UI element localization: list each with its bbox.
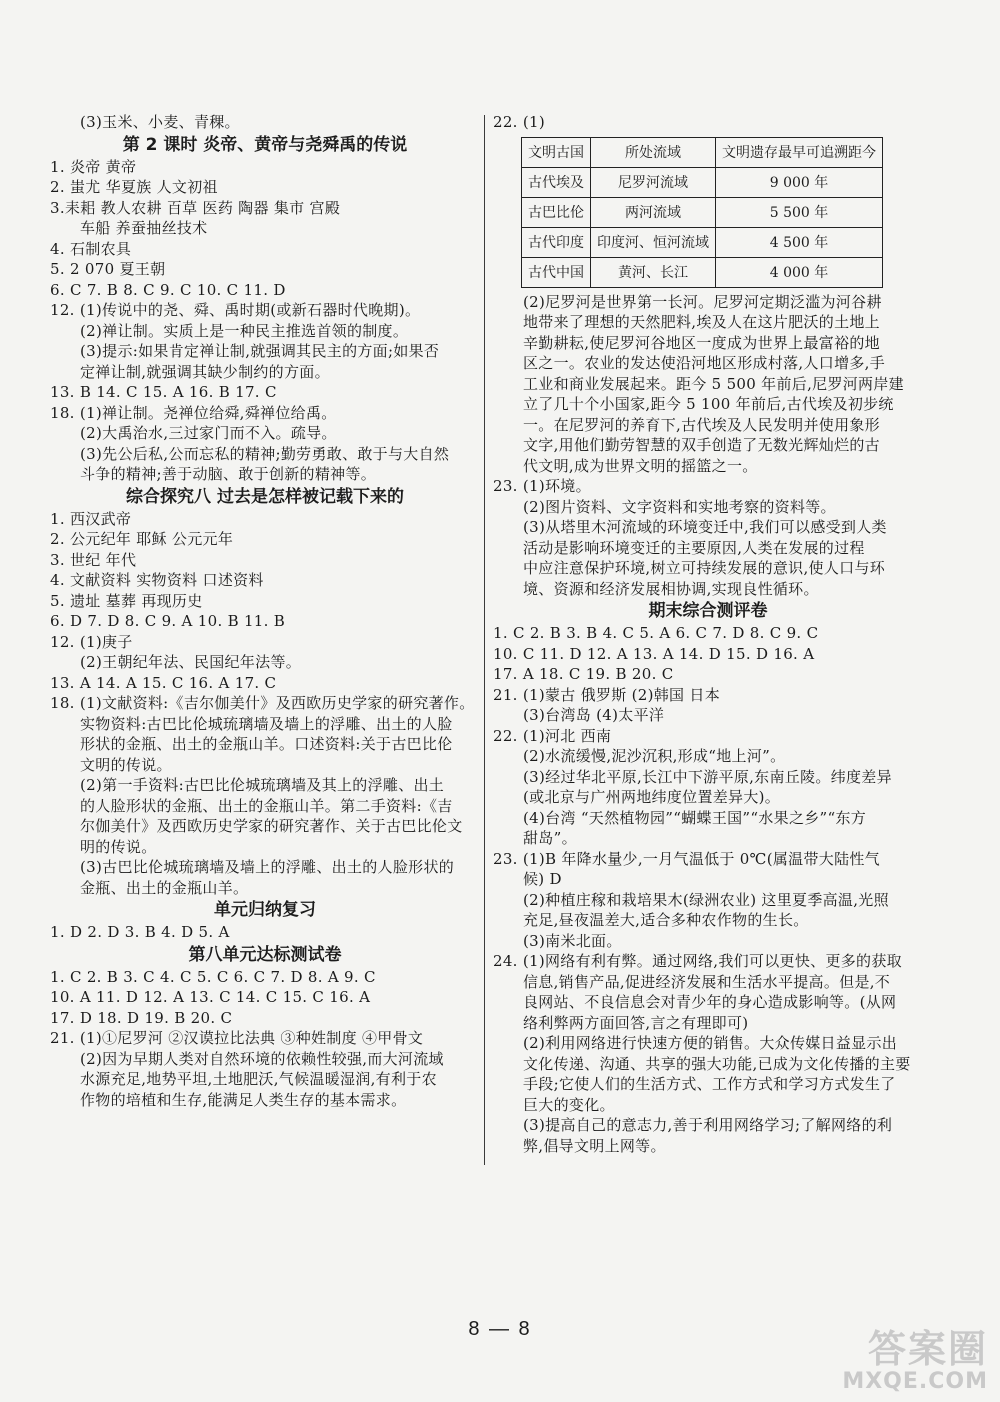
answer-line: 活动是影响环境变迁的主要原因,人类在发展的过程 xyxy=(523,538,865,557)
table-cell: 尼罗河流域 xyxy=(591,167,716,197)
answer-line: (4)台湾 “天然植物园”“蝴蝶王国”“水果之乡”“东方 xyxy=(523,808,867,827)
answer-line: 文字,用他们勤劳智慧的双手创造了无数光辉灿烂的古 xyxy=(523,436,880,454)
table-header-cell: 文明古国 xyxy=(522,137,591,167)
answer-line: 斗争的精神;善于动脑、敢于创新的精神等。 xyxy=(80,465,377,483)
answer-line: 工业和商业发展起来。距今 5 500 年前后,尼罗河两岸建 xyxy=(523,374,904,393)
answer-line: 一。在尼罗河的养育下,古代埃及人民发明并使用象形 xyxy=(523,415,880,434)
left-column xyxy=(50,112,480,1110)
answer-line: 23. (1)B 年降水量少,一月气温低于 0℃(属温带大陆性气 xyxy=(493,849,880,868)
table-cell: 4 000 年 xyxy=(716,257,883,287)
answer-line: (2)利用网络进行快速方便的销售。大众传媒日益显示出 xyxy=(523,1034,898,1052)
answer-line: 信息,销售产品,促进经济发展和生活水平提高。但是,不 xyxy=(523,972,891,991)
answer-line: 1. 炎帝 黄帝 xyxy=(50,157,137,176)
question-22-label: 22. (1) xyxy=(493,113,545,131)
table-row xyxy=(522,227,883,257)
answer-line: 水源充足,地势平坦,土地肥沃,气候温暖湿润,有利于农 xyxy=(80,1070,437,1088)
answer-line: 车船 养蚕抽丝技术 xyxy=(80,219,208,237)
column-divider xyxy=(484,115,485,1165)
answer-line: 作物的培植和生存,能满足人类生存的基本需求。 xyxy=(80,1090,407,1109)
table-cell: 古代埃及 xyxy=(522,167,591,197)
answer-line: 立了几十个小国家,距今 5 100 年前后,古代埃及初步统 xyxy=(523,395,894,413)
answer-line: 1. C 2. B 3. C 4. C 5. C 6. C 7. D 8. A 9. C xyxy=(50,967,376,986)
answer-line: 3.耒耜 教人农耕 百草 医药 陶器 集市 宫殿 xyxy=(50,198,341,217)
answer-line: 充足,昼夜温差大,适合多种农作物的生长。 xyxy=(523,911,809,929)
section-heading: 期末综合测评卷 xyxy=(648,601,768,621)
answer-line: 1. 西汉武帝 xyxy=(50,509,132,528)
answer-line: 候) D xyxy=(523,870,562,888)
answer-line: 定禅让制,就强调其缺少制约的方面。 xyxy=(80,362,330,381)
table-cell: 古代中国 xyxy=(522,257,591,287)
right-column xyxy=(493,112,923,1156)
answer-line: 6. C 7. B 8. C 9. C 10. C 11. D xyxy=(50,280,286,299)
answer-line: 18. (1)文献资料:《吉尔伽美什》及西欧历史学家的研究著作。 xyxy=(50,694,475,712)
answer-line: 金瓶、出土的金瓶山羊。 xyxy=(80,878,249,897)
answer-line: 巨大的变化。 xyxy=(523,1095,615,1114)
table-cell: 印度河、恒河流域 xyxy=(591,227,716,257)
table-cell: 5 500 年 xyxy=(716,197,883,227)
answer-line: 3. 世纪 年代 xyxy=(50,550,137,569)
answer-line: 甜岛”。 xyxy=(523,829,577,847)
section-heading: 第八单元达标测试卷 xyxy=(188,944,342,965)
answer-line: 手段;它使人们的生活方式、工作方式和学习方式发生了 xyxy=(523,1075,896,1093)
answer-line: 形状的金瓶、出土的金瓶山羊。口述资料:关于古巴比伦 xyxy=(80,735,453,753)
answer-line: 22. (1)河北 西南 xyxy=(493,726,612,745)
answer-line: 尔伽美什》及西欧历史学家的研究著作、关于古巴比伦文 xyxy=(80,817,463,835)
answer-line: (2)水流缓慢,泥沙沉积,形成“地上河”。 xyxy=(523,747,786,765)
answer-line: 1. D 2. D 3. B 4. D 5. A xyxy=(50,923,230,941)
answer-line: 17. A 18. C 19. B 20. C xyxy=(493,665,674,683)
civilization-table xyxy=(521,137,883,288)
answer-line: 辛勤耕耘,使尼罗河谷地区一度成为世界上最富裕的地 xyxy=(523,333,880,352)
answer-line: 4. 文献资料 实物资料 口述资料 xyxy=(50,571,264,589)
answer-line: (3)经过华北平原,长江中下游平原,东南丘陵。纬度差异 xyxy=(523,767,892,786)
table-cell: 古巴比伦 xyxy=(522,197,591,227)
page-number: 8 — 8 xyxy=(468,1318,532,1340)
section-heading: 综合探究八 过去是怎样被记载下来的 xyxy=(126,486,404,507)
answer-line: 23. (1)环境。 xyxy=(493,477,591,495)
answer-line: (2)图片资料、文字资料和实地考察的资料等。 xyxy=(523,497,836,516)
answer-line: 13. B 14. C 15. A 16. B 17. C xyxy=(50,383,277,401)
table-cell: 古代印度 xyxy=(522,227,591,257)
answer-line: 10. C 11. D 12. A 13. A 14. D 15. D 16. A xyxy=(493,644,815,663)
table-cell: 两河流域 xyxy=(591,197,716,227)
watermark-logo-text: 答案圈 xyxy=(867,1327,988,1371)
answer-line: (2)大禹治水,三过家门而不入。疏导。 xyxy=(80,424,337,442)
answer-line: (2)王朝纪年法、民国纪年法等。 xyxy=(80,653,302,671)
answer-line: (3)先公后私,公而忘私的精神;勤劳勇敢、敢于与大自然 xyxy=(80,444,450,463)
answer-line: 络利弊两方面回答,言之有理即可) xyxy=(523,1013,749,1032)
answer-line: 地带来了理想的天然肥料,埃及人在这片肥沃的土地上 xyxy=(523,313,880,331)
answer-line: (3)提示:如果肯定禅让制,就强调其民主的方面;如果否 xyxy=(80,342,440,360)
answer-line: (3)玉米、小麦、青稞。 xyxy=(80,113,240,131)
answer-line: (3)南米北面。 xyxy=(523,931,622,950)
answer-line: 区之一。农业的发达使沿河地区形成村落,人口增多,手 xyxy=(523,354,886,372)
answer-line: 境、资源和经济发展相协调,实现良性循环。 xyxy=(523,579,819,598)
answer-line: 文化传递、沟通、共享的强大功能,已成为文化传播的主要 xyxy=(523,1054,911,1073)
answer-line: (2)种植庄稼和栽培果木(绿洲农业) 这里夏季高温,光照 xyxy=(523,890,889,909)
watermark-url: MXQE.COM xyxy=(842,1369,988,1394)
table-cell: 9 000 年 xyxy=(716,167,883,197)
answer-line: 5. 遗址 墓葬 再现历史 xyxy=(50,591,203,610)
answer-line: 1. C 2. B 3. B 4. C 5. A 6. C 7. D 8. C 9. C xyxy=(493,624,819,642)
answer-line: 中应注意保护环境,树立可持续发展的意识,使人口与环 xyxy=(523,559,886,577)
answer-line: 5. 2 070 夏王朝 xyxy=(50,260,166,278)
answer-line: (2)第一手资料:古巴比伦城琉璃墙及其上的浮雕、出土 xyxy=(80,776,445,794)
answer-line: (2)尼罗河是世界第一长河。尼罗河定期泛滥为河谷耕 xyxy=(523,292,882,311)
answer-line: 21. (1)蒙古 俄罗斯 (2)韩国 日本 xyxy=(493,685,721,704)
answer-line: (3)台湾岛 (4)太平洋 xyxy=(523,706,665,724)
answer-line: 17. D 18. D 19. B 20. C xyxy=(50,1008,233,1027)
answer-line: 12. (1)庚子 xyxy=(50,632,133,651)
table-row xyxy=(522,257,883,287)
answer-line: (或北京与广州两地纬度位置差异大)。 xyxy=(523,788,781,806)
answer-line: 4. 石制农具 xyxy=(50,239,132,258)
table-cell: 4 500 年 xyxy=(716,227,883,257)
answer-line: 13. A 14. A 15. C 16. A 17. C xyxy=(50,673,277,692)
table-header-cell: 文明遗存最早可追溯距今 xyxy=(716,137,883,167)
watermark xyxy=(842,1329,988,1394)
answer-line: 12. (1)传说中的尧、舜、禹时期(或新石器时代晚期)。 xyxy=(50,301,421,319)
answer-line: 18. (1)禅让制。尧禅位给舜,舜禅位给禹。 xyxy=(50,403,337,422)
table-row xyxy=(522,167,883,197)
answer-line: 2. 蚩尤 华夏族 人文初祖 xyxy=(50,178,218,196)
answer-line: 明的传说。 xyxy=(80,837,157,856)
answer-line: (2)因为早期人类对自然环境的依赖性较强,而大河流域 xyxy=(80,1049,444,1068)
answer-line: (3)从塔里木河流域的环境变迁中,我们可以感受到人类 xyxy=(523,518,887,536)
section-heading: 第 2 课时 炎帝、黄帝与尧舜禹的传说 xyxy=(122,134,408,155)
table-header-cell: 所处流域 xyxy=(591,137,716,167)
answer-line: 实物资料:古巴比伦城琉璃墙及墙上的浮雕、出土的人脸 xyxy=(80,714,453,733)
answer-line: 弊,倡导文明上网等。 xyxy=(523,1136,666,1155)
table-row xyxy=(522,197,883,227)
answer-line: 21. (1)①尼罗河 ②汉谟拉比法典 ③种姓制度 ④甲骨文 xyxy=(50,1029,424,1047)
table-cell: 黄河、长江 xyxy=(591,257,716,287)
section-heading: 单元归纳复习 xyxy=(214,900,316,920)
answer-line: (3)提高自己的意志力,善于利用网络学习;了解网络的利 xyxy=(523,1116,893,1134)
answer-line: 良网站、不良信息会对青少年的身心造成影响等。(从网 xyxy=(523,993,897,1011)
answer-line: 10. A 11. D 12. A 13. C 14. C 15. C 16. A xyxy=(50,988,371,1006)
answer-line: 代文明,成为世界文明的摇篮之一。 xyxy=(523,456,758,475)
answer-line: (2)禅让制。实质上是一种民主推选首领的制度。 xyxy=(80,321,409,340)
answer-line: 6. D 7. D 8. C 9. A 10. B 11. B xyxy=(50,612,286,630)
answer-line: (3)古巴比伦城琉璃墙及墙上的浮雕、出土的人脸形状的 xyxy=(80,858,455,876)
answer-line: 24. (1)网络有利有弊。通过网络,我们可以更快、更多的获取 xyxy=(493,952,902,970)
answer-line: 2. 公元纪年 耶稣 公元元年 xyxy=(50,530,234,548)
answer-line: 文明的传说。 xyxy=(80,755,172,774)
answer-line: 的人脸形状的金瓶、出土的金瓶山羊。第二手资料:《吉 xyxy=(80,796,453,815)
